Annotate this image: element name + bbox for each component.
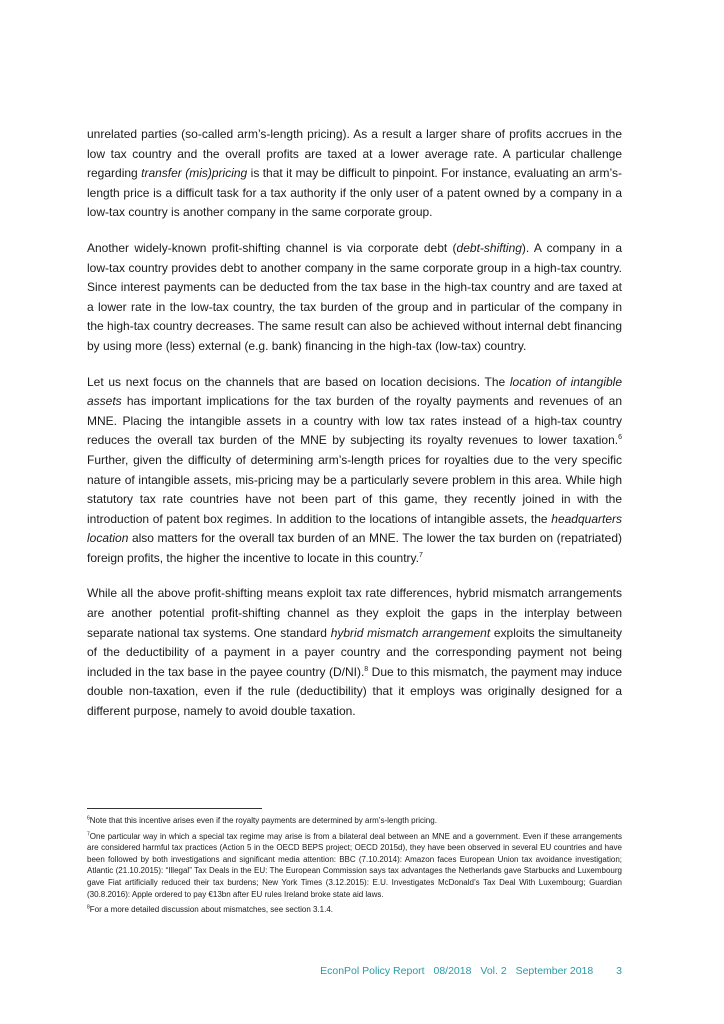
footnote-number: 8 <box>87 904 90 911</box>
page-number: 3 <box>616 965 622 977</box>
footer-date: September 2018 <box>515 965 594 977</box>
italic-term: hybrid mismatch arrangement <box>330 625 491 640</box>
footnote-text: For a more detailed discussion about mismatches, see section 3.1.4. <box>89 905 334 915</box>
footer-issue: 08/2018 <box>433 965 472 977</box>
footnote-marker: 7 <box>418 551 423 559</box>
footnote <box>87 831 622 901</box>
footnote-number: 7 <box>87 830 90 837</box>
footnotes <box>87 815 622 920</box>
text-run: Let us next focus on the channels that are based on location decisions. The <box>87 374 510 389</box>
footnote-divider <box>87 808 262 809</box>
text-run: Further, given the difficulty of determining arm’s-length prices for royalties due to the very specific nature of intangible assets, mis-pricing may be a particularly severe problem in this area. While high statutory tax rate countries have not been part of this game, they recently joined in with the introduction of patent box regimes. In addition to the locations of intangible assets, the <box>87 452 622 526</box>
footnote-marker: 6 <box>618 434 622 442</box>
footnote <box>87 904 622 916</box>
text-run: also matters for the overall tax burden of an MNE. The lower the tax burden on (repatriated) foreign profits, the higher the incentive to locate in this country. <box>87 531 622 565</box>
italic-term: debt-shifting <box>456 240 522 255</box>
text-run: While all the above profit-shifting means exploit tax rate differences, hybrid mismatch arrangements are another potential profit-shifting channel as they exploit the gaps in the interplay between separate national tax systems. One standard <box>87 586 622 640</box>
footnote <box>87 815 622 827</box>
text-run: ). A company in a low-tax country provides debt to another company in the same corporate group in a high-tax country. Since interest payments can be deducted from the tax base in the high-tax country and are taxed at a lower rate in the low-tax country, the tax burden of the group and in particular of the company in the high-tax country decreases. The same result can also be achieved without internal debt financing by using more (less) external (e.g. bank) financing in the high-tax (low-tax) country. <box>87 240 622 353</box>
paragraph <box>87 584 622 721</box>
paragraph <box>87 125 622 223</box>
text-run: Due to this mismatch, the payment may induce double non-taxation, even if the rule (deductibility) that it employs was originally designed for a different purpose, namely to avoid double taxation. <box>87 664 622 719</box>
footnote-text: Note that this incentive arises even if the royalty payments are determined by arm’s-length pricing. <box>89 816 437 825</box>
text-run: has important implications for the tax burden of the royalty payments and revenues of an MNE. Placing the intangible assets in a country with low tax rates instead of a high-tax country reduces the overall tax burden of the MNE by subjecting its royalty revenues to lower taxation. <box>87 394 622 448</box>
footer-volume: Vol. 2 <box>480 965 507 977</box>
italic-term: location of intangible assets <box>87 374 622 409</box>
italic-term: headquarters location <box>87 511 622 546</box>
footnote-marker: 8 <box>364 665 369 673</box>
body-text <box>87 125 622 738</box>
text-run: exploits the simultaneity of the deductibility of a payment in a payer country and the corresponding payment not being included in the tax base in the payee country (D/NI). <box>87 625 623 679</box>
footnote-text: One particular way in which a special tax regime may arise is from a bilateral deal between an MNE and a government. Even if these arrangements are considered harmful tax practices (Action 5 in the OECD BEPS project; OECD 2015d), they have been observed in several EU countries and have been followed by both investigations and significant media attention: BBC (7.10.2014): Amazon faces European Union tax avoidance investigation; Atlantic (21.10.2015): “Illegal” Tax Deals in the EU: The European Commission says tax advantages the Netherlands gave Starbucks and Luxembourg gave Fiat artificially reduced their tax burdens; New York Times (3.12.2015): E.U. Investigates McDonald’s Tax Deal With Luxembourg; Guardian (30.8.2016): Apple ordered to pay €13bn after EU rules Ireland broke state aid laws. <box>87 831 622 899</box>
text-run: unrelated parties (so-called arm’s-length pricing). As a result a larger share of profits accrues in the low tax country and the overall profits are taxed at a lower average rate. A particular challenge regarding <box>87 127 622 181</box>
page-footer <box>87 965 622 977</box>
italic-term: transfer (mis)pricing <box>141 166 248 181</box>
text-run: Another widely-known profit-shifting channel is via corporate debt ( <box>87 240 457 255</box>
footnote-number: 6 <box>87 815 90 822</box>
footer-publication: EconPol Policy Report <box>320 965 425 977</box>
paragraph <box>87 239 622 357</box>
paragraph <box>87 373 622 569</box>
text-run: is that it may be difficult to pinpoint. For instance, evaluating an arm’s-length price is a difficult task for a tax authority if the only user of a patent owned by a company in a low-tax country is another company in the same corporate group. <box>87 166 622 220</box>
